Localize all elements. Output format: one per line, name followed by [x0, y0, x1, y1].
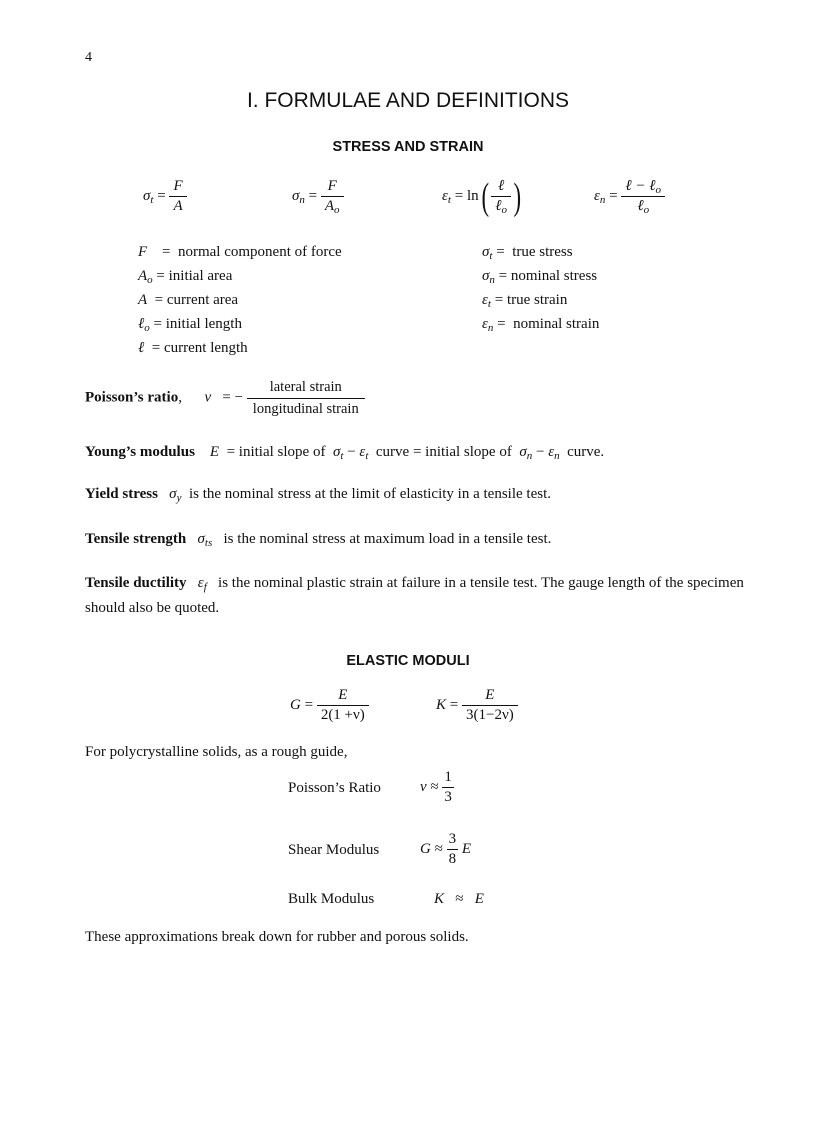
elastic-moduli-heading: ELASTIC MODULI [346, 653, 470, 669]
def-true-stress: $\sigma_t$ = true stress [482, 244, 573, 262]
def-initial-length: ℓ$_o$ = initial length [138, 316, 242, 334]
bulk-modulus-name: Bulk Modulus [288, 891, 375, 907]
shear-modulus-formula: G = $\frac{E}{2(1 +\nu)}$ [290, 687, 369, 725]
yield-stress-definition: Yield stress $\sigma_y$ is the nominal stress at the limit of elasticity in a tensile test. [85, 486, 551, 504]
approximation-note: These approximations break down for rubber and porous solids. [85, 929, 469, 945]
page-title: I. FORMULAE AND DEFINITIONS [246, 89, 570, 112]
nominal-stress-formula: $\sigma_n$ = $\frac{F}{A_o}$ [292, 178, 344, 216]
poisson-ratio-approx: ν ≈ $\frac{1}{3}$ [420, 769, 452, 806]
poisson-ratio-name: Poisson’s Ratio [288, 780, 381, 796]
tensile-strength-definition: Tensile strength $\sigma_{ts}$ is the nominal stress at maximum load in a tensile test. [85, 531, 552, 549]
nominal-strain-formula: $\varepsilon_n$ = $\frac{\ell - \ell_o}{\ell_o}$ [594, 178, 665, 216]
bulk-modulus-approx: K ≈ E [434, 891, 484, 907]
shear-modulus-approx: G ≈ $\frac{3}{8}$ E [420, 831, 471, 868]
true-stress-formula: $\sigma_t$ = $\frac{F}{A}$ [143, 178, 187, 216]
def-current-area: A = current area [138, 292, 239, 308]
rough-guide-intro: For polycrystalline solids, as a rough guide, [85, 744, 348, 760]
true-strain-formula: $\varepsilon_t = \ln$( $\frac{\text{ℓ}}{\ell_o}$ ) [442, 175, 522, 218]
def-true-strain: $\varepsilon_t$ = true strain [482, 292, 568, 310]
def-nominal-strain: $\varepsilon_n$ = nominal strain [482, 316, 600, 334]
def-current-length: ℓ = current length [138, 340, 248, 356]
poisson-ratio-definition: Poisson’s ratio, ν = − $\frac{\text{lateral strain}}{\text{longitudinal strain}}$ [85, 379, 365, 417]
tensile-ductility-definition: Tensile ductility $\varepsilon_f$ is the nominal plastic strain at failure in a tensile test. The gauge length of the specimen should also be quoted. [85, 575, 744, 616]
shear-modulus-name: Shear Modulus [288, 842, 380, 858]
page-number: 4 [85, 50, 92, 65]
def-initial-area: $A_o$ = initial area [138, 268, 233, 286]
bulk-modulus-formula: K = $\frac{E}{3(1-2\nu)}$ [436, 687, 518, 725]
youngs-modulus-definition: Young’s modulus E = initial slope of $\sigma_t - \varepsilon_t$ curve = initial slope of $\sigma_n - \varepsilon_n$ curve. [85, 444, 605, 462]
def-force: F = normal component of force [138, 244, 342, 260]
stress-strain-heading: STRESS AND STRAIN [332, 139, 484, 155]
def-nominal-stress: $\sigma_n$ = nominal stress [482, 268, 598, 286]
